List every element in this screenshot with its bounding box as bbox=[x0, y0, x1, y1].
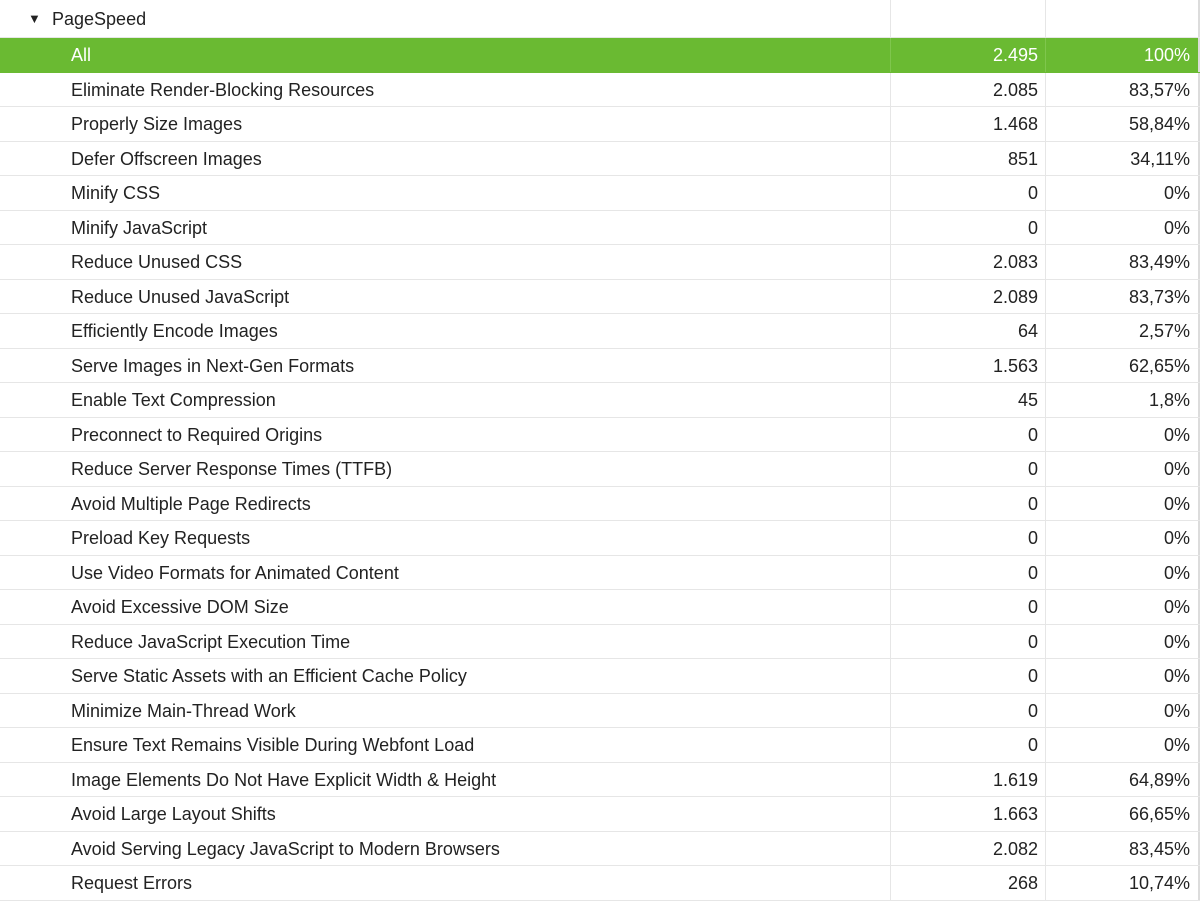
row-label: Use Video Formats for Animated Content bbox=[0, 556, 891, 590]
row-label: Minify JavaScript bbox=[0, 211, 891, 245]
row-percent: 83,45% bbox=[1046, 832, 1200, 866]
tree-row[interactable] bbox=[0, 487, 1200, 522]
row-value: 0 bbox=[891, 211, 1046, 245]
tree-row[interactable] bbox=[0, 211, 1200, 246]
row-percent: 0% bbox=[1046, 625, 1200, 659]
tree-row[interactable] bbox=[0, 245, 1200, 280]
row-label: Avoid Excessive DOM Size bbox=[0, 590, 891, 624]
row-percent: 34,11% bbox=[1046, 142, 1200, 176]
row-percent: 83,57% bbox=[1046, 73, 1200, 107]
tree-row[interactable] bbox=[0, 176, 1200, 211]
row-percent: 66,65% bbox=[1046, 797, 1200, 831]
row-percent: 0% bbox=[1046, 694, 1200, 728]
tree-row[interactable] bbox=[0, 107, 1200, 142]
row-value: 0 bbox=[891, 694, 1046, 728]
row-label: Request Errors bbox=[0, 866, 891, 900]
row-value: 0 bbox=[891, 590, 1046, 624]
row-value: 1.663 bbox=[891, 797, 1046, 831]
row-percent: 0% bbox=[1046, 176, 1200, 210]
tree-row[interactable] bbox=[0, 797, 1200, 832]
row-value: 1.563 bbox=[891, 349, 1046, 383]
tree-row[interactable] bbox=[0, 556, 1200, 591]
row-label: Eliminate Render-Blocking Resources bbox=[0, 73, 891, 107]
row-percent: 0% bbox=[1046, 556, 1200, 590]
row-label: Enable Text Compression bbox=[0, 383, 891, 417]
row-label: Preload Key Requests bbox=[0, 521, 891, 555]
row-percent: 0% bbox=[1046, 211, 1200, 245]
row-label: Properly Size Images bbox=[0, 107, 891, 141]
row-percent: 64,89% bbox=[1046, 763, 1200, 797]
row-label: Minify CSS bbox=[0, 176, 891, 210]
row-percent: 83,49% bbox=[1046, 245, 1200, 279]
group-value-cell bbox=[891, 0, 1046, 37]
tree-row-all-selected[interactable] bbox=[0, 38, 1200, 73]
row-percent: 0% bbox=[1046, 728, 1200, 762]
row-label: All bbox=[0, 38, 891, 72]
row-label: Avoid Large Layout Shifts bbox=[0, 797, 891, 831]
group-row-pagespeed[interactable] bbox=[0, 0, 1200, 38]
tree-row[interactable] bbox=[0, 383, 1200, 418]
row-label: Ensure Text Remains Visible During Webfont Load bbox=[0, 728, 891, 762]
row-percent: 2,57% bbox=[1046, 314, 1200, 348]
row-value: 45 bbox=[891, 383, 1046, 417]
row-value: 2.083 bbox=[891, 245, 1046, 279]
row-label: Minimize Main-Thread Work bbox=[0, 694, 891, 728]
row-percent: 62,65% bbox=[1046, 349, 1200, 383]
tree-row[interactable] bbox=[0, 142, 1200, 177]
row-label: Defer Offscreen Images bbox=[0, 142, 891, 176]
row-label: Reduce Unused JavaScript bbox=[0, 280, 891, 314]
row-label: Preconnect to Required Origins bbox=[0, 418, 891, 452]
row-value: 1.468 bbox=[891, 107, 1046, 141]
tree-row[interactable] bbox=[0, 418, 1200, 453]
row-label: Image Elements Do Not Have Explicit Width & Height bbox=[0, 763, 891, 797]
row-value: 0 bbox=[891, 176, 1046, 210]
tree-row[interactable] bbox=[0, 521, 1200, 556]
row-percent: 0% bbox=[1046, 590, 1200, 624]
tree-row[interactable] bbox=[0, 866, 1200, 901]
row-percent: 100% bbox=[1046, 38, 1200, 72]
row-value: 1.619 bbox=[891, 763, 1046, 797]
tree-row[interactable] bbox=[0, 659, 1200, 694]
row-value: 0 bbox=[891, 487, 1046, 521]
row-percent: 0% bbox=[1046, 487, 1200, 521]
tree-row[interactable] bbox=[0, 694, 1200, 729]
row-value: 0 bbox=[891, 625, 1046, 659]
row-label: Avoid Serving Legacy JavaScript to Modern Browsers bbox=[0, 832, 891, 866]
tree-row[interactable] bbox=[0, 625, 1200, 660]
row-value: 0 bbox=[891, 418, 1046, 452]
tree-row[interactable] bbox=[0, 728, 1200, 763]
row-percent: 58,84% bbox=[1046, 107, 1200, 141]
filter-rows bbox=[0, 38, 1200, 901]
row-value: 0 bbox=[891, 452, 1046, 486]
row-percent: 0% bbox=[1046, 659, 1200, 693]
row-value: 2.495 bbox=[891, 38, 1046, 72]
row-value: 268 bbox=[891, 866, 1046, 900]
row-label: Avoid Multiple Page Redirects bbox=[0, 487, 891, 521]
row-value: 2.085 bbox=[891, 73, 1046, 107]
tree-row[interactable] bbox=[0, 280, 1200, 315]
row-percent: 0% bbox=[1046, 521, 1200, 555]
row-label: Reduce JavaScript Execution Time bbox=[0, 625, 891, 659]
row-label: Serve Images in Next-Gen Formats bbox=[0, 349, 891, 383]
row-percent: 83,73% bbox=[1046, 280, 1200, 314]
group-label: PageSpeed bbox=[52, 9, 147, 29]
row-value: 2.089 bbox=[891, 280, 1046, 314]
group-label-cell bbox=[0, 0, 891, 37]
row-label: Reduce Server Response Times (TTFB) bbox=[0, 452, 891, 486]
row-percent: 0% bbox=[1046, 452, 1200, 486]
row-value: 64 bbox=[891, 314, 1046, 348]
tree-row[interactable] bbox=[0, 763, 1200, 798]
tree-row[interactable] bbox=[0, 73, 1200, 108]
tree-row[interactable] bbox=[0, 349, 1200, 384]
group-percent-cell bbox=[1046, 0, 1200, 37]
row-value: 0 bbox=[891, 728, 1046, 762]
tree-row[interactable] bbox=[0, 314, 1200, 349]
row-value: 2.082 bbox=[891, 832, 1046, 866]
row-percent: 10,74% bbox=[1046, 866, 1200, 900]
row-percent: 1,8% bbox=[1046, 383, 1200, 417]
row-label: Reduce Unused CSS bbox=[0, 245, 891, 279]
row-label: Efficiently Encode Images bbox=[0, 314, 891, 348]
collapse-triangle-icon[interactable]: ▼ bbox=[28, 11, 41, 26]
row-value: 0 bbox=[891, 521, 1046, 555]
row-label: Serve Static Assets with an Efficient Cache Policy bbox=[0, 659, 891, 693]
row-value: 0 bbox=[891, 659, 1046, 693]
row-value: 0 bbox=[891, 556, 1046, 590]
row-percent: 0% bbox=[1046, 418, 1200, 452]
tree-row[interactable] bbox=[0, 452, 1200, 487]
row-value: 851 bbox=[891, 142, 1046, 176]
tree-row[interactable] bbox=[0, 590, 1200, 625]
tree-row[interactable] bbox=[0, 832, 1200, 867]
